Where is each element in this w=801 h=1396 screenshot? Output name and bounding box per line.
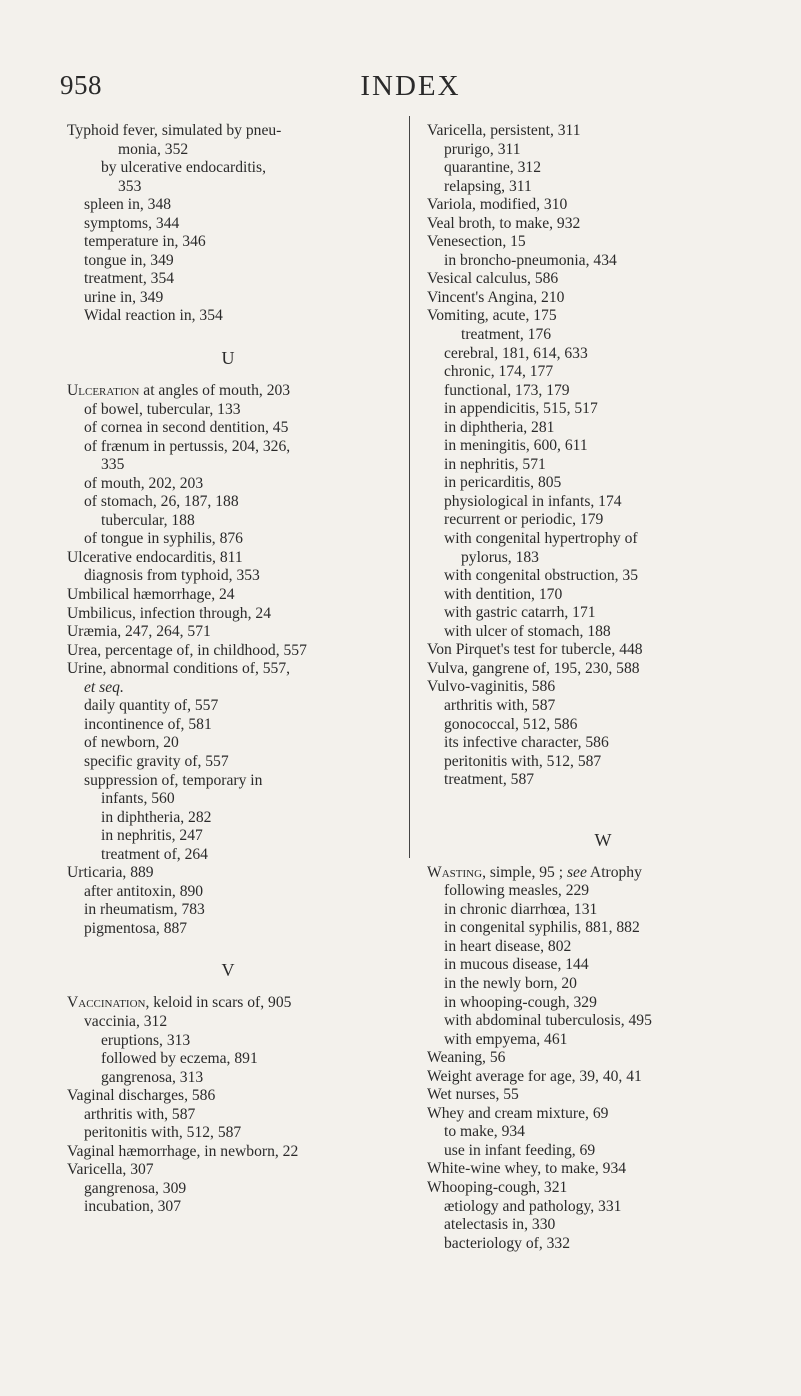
section-letter: W — [594, 829, 612, 850]
index-entry — [427, 326, 779, 345]
entry-text: relapsing, 311 — [444, 177, 532, 195]
index-entry — [67, 994, 389, 1013]
index-entry — [427, 493, 779, 512]
index-entry — [67, 512, 389, 531]
index-entry — [67, 827, 389, 846]
entry-text: vaccinia, 312 — [84, 1012, 168, 1030]
entry-text: chronic, 174, 177 — [444, 363, 554, 381]
index-entry — [67, 790, 389, 809]
entry-text: following measles, 229 — [444, 882, 590, 900]
entry-text: treatment of, 264 — [101, 845, 208, 863]
entry-text: cerebral, 181, 614, 633 — [444, 344, 588, 362]
index-entry — [67, 382, 389, 401]
index-entry — [427, 456, 779, 475]
index-entry — [67, 419, 389, 438]
index-entry — [67, 901, 389, 920]
entry-text: Variola, modified, 310 — [427, 196, 568, 214]
entry-text: with congenital hypertrophy of — [444, 530, 638, 548]
index-entry — [67, 920, 389, 939]
index-entry — [67, 233, 389, 252]
index-entry — [427, 1179, 779, 1198]
index-entry — [427, 252, 779, 271]
entry-text: Wet nurses, 55 — [427, 1086, 519, 1104]
index-entry — [427, 419, 779, 438]
entry-text: with dentition, 170 — [444, 585, 563, 603]
index-entry — [427, 678, 779, 697]
entry-cross-reference: see — [566, 863, 587, 881]
index-entry — [67, 252, 389, 271]
index-entry — [67, 846, 389, 865]
entry-text: of frænum in pertussis, 204, 326, — [84, 437, 291, 455]
column-divider — [409, 116, 410, 858]
entry-text: incubation, 307 — [84, 1198, 182, 1216]
index-entry — [67, 122, 389, 141]
index-entry — [427, 382, 779, 401]
index-entry — [427, 1012, 779, 1031]
entry-text: arthritis with, 587 — [444, 696, 556, 714]
entry-text: Von Pirquet's test for tubercle, 448 — [427, 641, 643, 659]
entry-text: 335 — [101, 456, 125, 474]
index-entry — [427, 400, 779, 419]
index-entry — [67, 1069, 389, 1088]
index-entry — [67, 1161, 389, 1180]
index-entry — [427, 1105, 779, 1124]
index-entry — [67, 401, 389, 420]
entry-text: Typhoid fever, simulated by pneu- — [67, 122, 282, 139]
entry-text: in congenital syphilis, 881, 882 — [444, 919, 640, 937]
index-entry — [427, 196, 779, 215]
index-entry — [67, 716, 389, 735]
entry-text: in chronic diarrhœa, 131 — [444, 900, 598, 918]
index-entry — [427, 994, 779, 1013]
entry-text: by ulcerative endocarditis, — [101, 159, 266, 177]
entry-text: Vincent's Angina, 210 — [427, 288, 565, 306]
entry-text: eruptions, 313 — [101, 1031, 191, 1049]
index-entry — [427, 753, 779, 772]
entry-text: with congenital obstruction, 35 — [444, 567, 639, 585]
entry-text: with empyema, 461 — [444, 1030, 568, 1048]
entry-text: peritonitis with, 512, 587 — [444, 752, 602, 770]
index-entry — [427, 1198, 779, 1217]
section-letter: V — [221, 960, 235, 981]
index-entry — [427, 345, 779, 364]
index-entry — [67, 1106, 389, 1125]
index-entry — [427, 975, 779, 994]
entry-text: in nephritis, 571 — [444, 455, 546, 473]
index-entry — [427, 660, 779, 679]
entry-text: Varicella, 307 — [67, 1161, 154, 1179]
entry-text: Vaginal discharges, 586 — [67, 1087, 216, 1105]
index-entry — [67, 438, 389, 457]
entry-text: in whooping-cough, 329 — [444, 993, 597, 1011]
entry-text: Urticaria, 889 — [67, 864, 154, 882]
index-entry — [67, 864, 389, 883]
index-entry — [427, 549, 779, 568]
index-entry — [67, 196, 389, 215]
entry-text: with ulcer of stomach, 188 — [444, 622, 611, 640]
entry-text: Whooping-cough, 321 — [427, 1178, 568, 1196]
entry-text: in mucous disease, 144 — [444, 956, 589, 974]
entry-text: ætiology and pathology, 331 — [444, 1197, 622, 1215]
index-entry — [427, 289, 779, 308]
index-entry — [427, 771, 779, 790]
entry-text: daily quantity of, 557 — [84, 697, 219, 715]
entry-text: gangrenosa, 313 — [101, 1068, 204, 1086]
index-entry — [427, 474, 779, 493]
index-entry — [427, 623, 779, 642]
index-entry — [67, 549, 389, 568]
index-entry — [427, 864, 779, 883]
index-entry — [67, 475, 389, 494]
index-entry — [67, 809, 389, 828]
index-entry — [67, 456, 389, 475]
entry-text: tongue in, 349 — [84, 251, 174, 269]
entry-text: diagnosis from typhoid, 353 — [84, 567, 260, 585]
entry-text: with gastric catarrh, 171 — [444, 604, 596, 622]
index-entry — [67, 734, 389, 753]
entry-text: after antitoxin, 890 — [84, 882, 204, 900]
index-entry — [427, 1142, 779, 1161]
entry-text: , simple, 95 ; — [482, 863, 567, 881]
entry-text: functional, 173, 179 — [444, 381, 570, 399]
entry-text: in appendicitis, 515, 517 — [444, 400, 598, 418]
index-entry — [67, 623, 389, 642]
index-entry — [427, 122, 779, 141]
entry-text: of tongue in syphilis, 876 — [84, 530, 243, 548]
index-entry — [427, 567, 779, 586]
entry-text: temperature in, 346 — [84, 233, 206, 251]
entry-text: treatment, 354 — [84, 270, 175, 288]
entry-text: Ulcerative endocarditis, 811 — [67, 548, 243, 566]
index-entry — [67, 679, 389, 698]
index-entry — [427, 901, 779, 920]
entry-text: pigmentosa, 887 — [84, 919, 188, 937]
entry-text: infants, 560 — [101, 790, 175, 808]
entry-text: gangrenosa, 309 — [84, 1179, 187, 1197]
entry-text: White-wine whey, to make, 934 — [427, 1160, 627, 1178]
entry-headword: Ulceration — [67, 382, 140, 400]
index-entry — [427, 1031, 779, 1050]
index-entry — [427, 437, 779, 456]
entry-text: use in infant feeding, 69 — [444, 1141, 596, 1159]
entry-text-tail: Atrophy — [586, 863, 642, 881]
entry-text: in pericarditis, 805 — [444, 474, 562, 492]
page-title: INDEX — [360, 70, 461, 102]
entry-text: Vaginal hæmorrhage, in newborn, 22 — [67, 1142, 299, 1160]
entry-text: spleen in, 348 — [84, 196, 172, 214]
index-entry — [427, 1086, 779, 1105]
entry-text: symptoms, 344 — [84, 214, 180, 232]
entry-text: Varicella, persistent, 311 — [427, 122, 581, 139]
entry-text: of bowel, tubercular, 133 — [84, 400, 241, 418]
entry-text: at angles of mouth, 203 — [139, 382, 291, 400]
index-entry — [67, 1050, 389, 1069]
entry-text: Urine, abnormal conditions of, 557, — [67, 660, 291, 678]
index-entry — [427, 530, 779, 549]
entry-text: in meningitis, 600, 611 — [444, 437, 588, 455]
index-entry — [67, 772, 389, 791]
index-entry — [67, 1087, 389, 1106]
entry-text: its infective character, 586 — [444, 734, 609, 752]
entry-text: in heart disease, 802 — [444, 937, 572, 955]
index-entry — [67, 642, 389, 661]
index-entry — [427, 233, 779, 252]
entry-text: in the newly born, 20 — [444, 974, 577, 992]
index-entry — [67, 493, 389, 512]
entry-text: Vesical calculus, 586 — [427, 270, 559, 288]
index-entry — [427, 716, 779, 735]
entry-text: physiological in infants, 174 — [444, 492, 622, 510]
entry-text: Whey and cream mixture, 69 — [427, 1104, 609, 1122]
entry-text: specific gravity of, 557 — [84, 752, 229, 770]
entry-text: Uræmia, 247, 264, 571 — [67, 623, 211, 641]
index-entry — [427, 1068, 779, 1087]
index-entry — [427, 363, 779, 382]
index-entry — [67, 753, 389, 772]
entry-text: treatment, 587 — [444, 771, 535, 789]
index-entry — [67, 1013, 389, 1032]
entry-text: quarantine, 312 — [444, 159, 541, 177]
entry-text: , keloid in scars of, 905 — [145, 994, 292, 1012]
entry-text: in diphtheria, 282 — [101, 808, 212, 826]
entry-text: Umbilicus, infection through, 24 — [67, 604, 271, 622]
index-entry — [67, 530, 389, 549]
index-entry — [67, 1198, 389, 1217]
entry-text: of newborn, 20 — [84, 734, 179, 752]
entry-text: to make, 934 — [444, 1123, 525, 1141]
entry-text: pylorus, 183 — [461, 548, 539, 566]
entry-text: incontinence of, 581 — [84, 715, 212, 733]
index-entry — [427, 511, 779, 530]
entry-text: peritonitis with, 512, 587 — [84, 1124, 242, 1142]
entry-text: Urea, percentage of, in childhood, 557 — [67, 641, 307, 659]
entry-text: gonococcal, 512, 586 — [444, 715, 578, 733]
entry-text: monia, 352 — [118, 140, 189, 158]
entry-text: treatment, 176 — [461, 326, 552, 344]
index-entry — [427, 1235, 779, 1254]
index-entry — [67, 1180, 389, 1199]
index-entry — [427, 1216, 779, 1235]
entry-headword: Vaccination — [67, 994, 146, 1012]
entry-text: of mouth, 202, 203 — [84, 474, 204, 492]
entry-text: Venesection, 15 — [427, 233, 526, 251]
index-entry — [67, 586, 389, 605]
entry-text: Weaning, 56 — [427, 1049, 506, 1067]
index-entry — [427, 697, 779, 716]
index-entry — [427, 604, 779, 623]
entry-text: in diphtheria, 281 — [444, 418, 555, 436]
index-entry — [67, 1124, 389, 1143]
index-entry — [427, 159, 779, 178]
entry-text: et seq. — [84, 678, 124, 696]
index-entry — [427, 141, 779, 160]
entry-text: of cornea in second dentition, 45 — [84, 419, 289, 437]
entry-text: Widal reaction in, 354 — [84, 307, 223, 325]
index-entry — [67, 697, 389, 716]
section-spacer — [427, 790, 779, 808]
entry-text: tubercular, 188 — [101, 511, 195, 529]
entry-text: followed by eczema, 891 — [101, 1050, 258, 1068]
entry-text: in rheumatism, 783 — [84, 901, 205, 919]
index-entry — [427, 178, 779, 197]
entry-text: prurigo, 311 — [444, 140, 521, 158]
entry-text: atelectasis in, 330 — [444, 1216, 556, 1234]
index-entry — [67, 1143, 389, 1162]
index-entry — [67, 605, 389, 624]
index-entry — [427, 586, 779, 605]
entry-text: with abdominal tuberculosis, 495 — [444, 1012, 652, 1030]
index-entry — [67, 159, 389, 178]
index-entry — [427, 1160, 779, 1179]
entry-text: bacteriology of, 332 — [444, 1234, 571, 1252]
index-entry — [67, 270, 389, 289]
entry-text: Vulvo-vaginitis, 586 — [427, 678, 556, 696]
index-entry — [427, 734, 779, 753]
index-entry — [67, 215, 389, 234]
entry-text: in broncho-pneumonia, 434 — [444, 251, 617, 269]
right-index-column — [427, 122, 779, 1253]
index-entry — [67, 289, 389, 308]
index-entry — [67, 178, 389, 197]
entry-text: arthritis with, 587 — [84, 1105, 196, 1123]
index-entry — [427, 919, 779, 938]
entry-text: Vomiting, acute, 175 — [427, 307, 557, 325]
page-number: 958 — [60, 70, 102, 100]
entry-text: Weight average for age, 39, 40, 41 — [427, 1067, 642, 1085]
entry-text: Vulva, gangrene of, 195, 230, 588 — [427, 659, 640, 677]
entry-text: urine in, 349 — [84, 288, 164, 306]
index-entry — [67, 1032, 389, 1051]
index-entry — [427, 938, 779, 957]
entry-headword: Wasting — [427, 863, 483, 881]
index-entry — [427, 215, 779, 234]
left-index-column — [67, 122, 389, 1217]
index-entry — [427, 882, 779, 901]
index-entry — [67, 141, 389, 160]
index-entry — [427, 307, 779, 326]
index-entry — [427, 270, 779, 289]
index-entry — [67, 567, 389, 586]
index-entry — [67, 883, 389, 902]
entry-text: Veal broth, to make, 932 — [427, 214, 581, 232]
entry-text: 353 — [118, 177, 142, 195]
index-entry — [427, 1123, 779, 1142]
entry-text: suppression of, temporary in — [84, 771, 263, 789]
entry-text: recurrent or periodic, 179 — [444, 511, 604, 529]
index-entry — [427, 641, 779, 660]
index-entry — [67, 307, 389, 326]
entry-text: Umbilical hæmorrhage, 24 — [67, 586, 235, 604]
section-letter: U — [221, 348, 235, 369]
index-entry — [67, 660, 389, 679]
index-entry — [427, 1049, 779, 1068]
index-entry — [427, 956, 779, 975]
entry-text: in nephritis, 247 — [101, 827, 203, 845]
entry-text: of stomach, 26, 187, 188 — [84, 493, 239, 511]
